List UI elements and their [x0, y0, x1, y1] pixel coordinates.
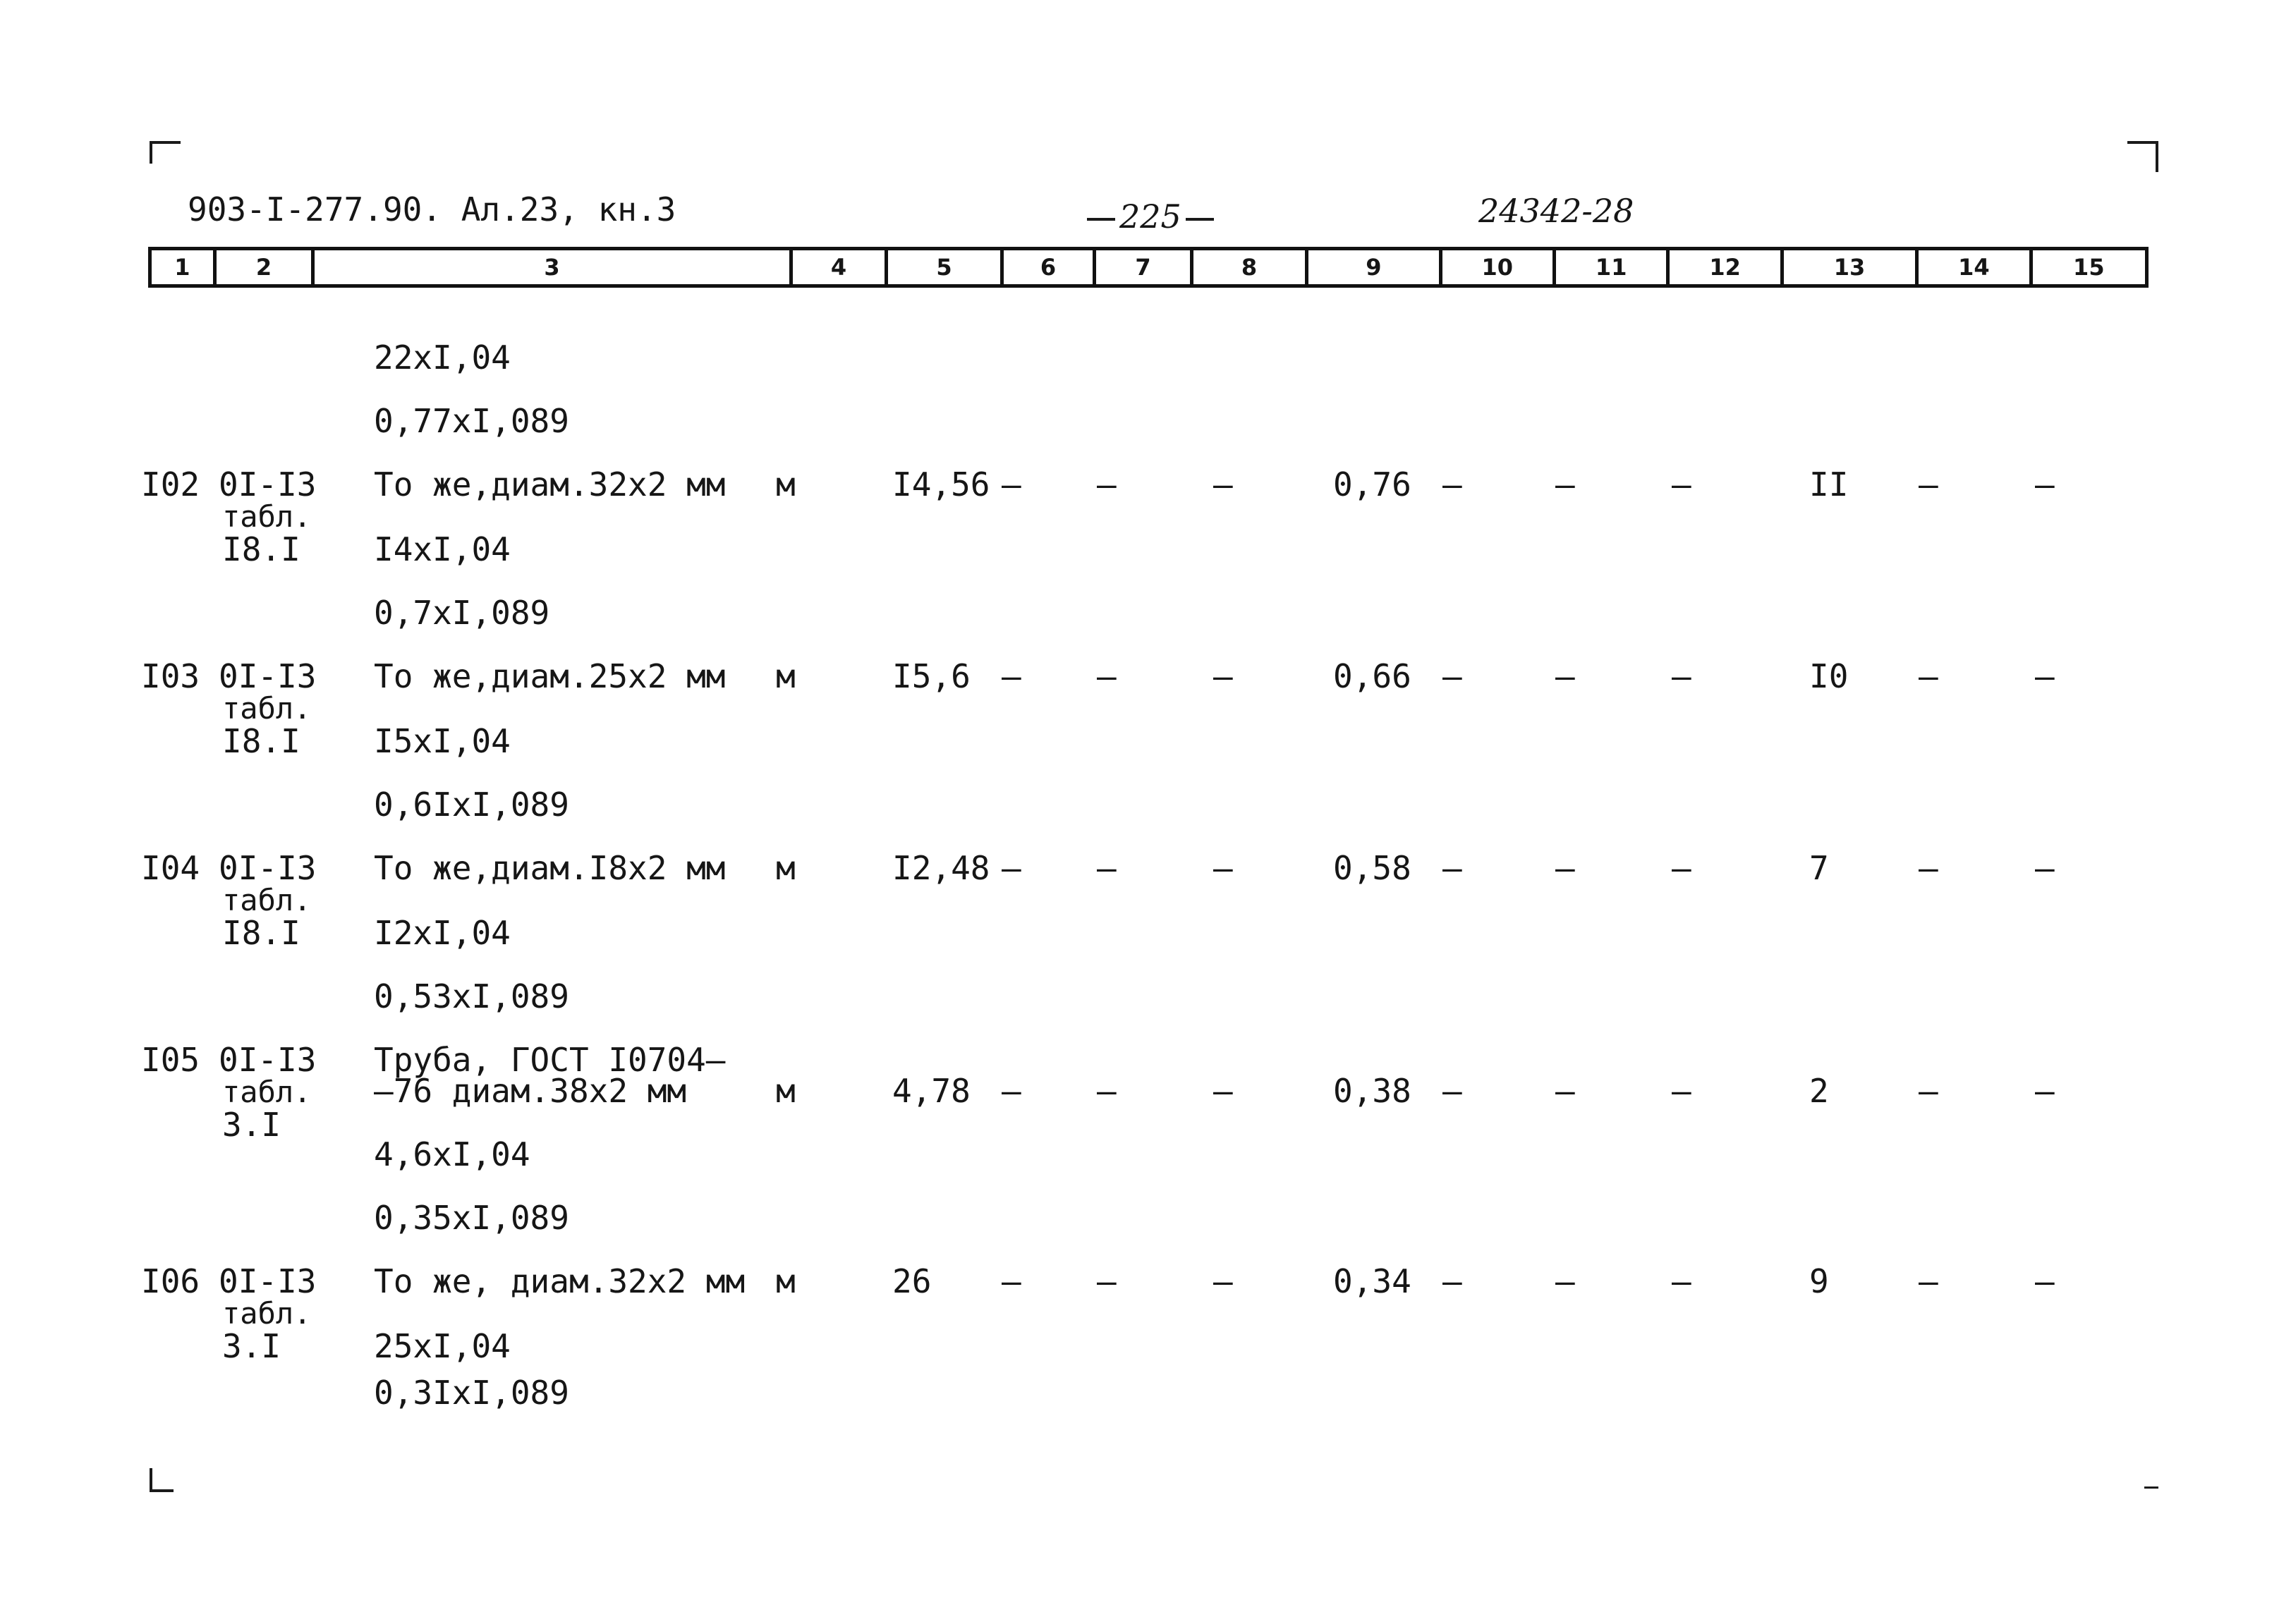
column-number: 2 — [217, 250, 315, 284]
corner-mark-top-right — [2127, 141, 2158, 172]
col13-value: 2 — [1809, 1072, 1829, 1110]
col6-value: – — [1002, 1072, 1021, 1110]
column-number: 14 — [1919, 250, 2032, 284]
formula-line: 0,77xI,089 — [374, 402, 569, 440]
col13-value: 7 — [1809, 849, 1829, 887]
corner-mark-bottom-left — [150, 1468, 174, 1492]
column-number: 6 — [1004, 250, 1097, 284]
item-number: I02 — [141, 465, 200, 503]
norm-table-label: табл. — [222, 1075, 312, 1109]
col15-value: – — [2035, 1262, 2055, 1300]
corner-mark-top-left — [150, 141, 181, 164]
column-number-strip — [148, 247, 2149, 288]
column-number: 13 — [1784, 250, 1919, 284]
corner-mark-bottom-right — [2144, 1472, 2158, 1489]
unit: м — [776, 1072, 796, 1110]
unit: м — [776, 1262, 796, 1300]
item-number: I06 — [141, 1262, 200, 1300]
formula-line: 0,35xI,089 — [374, 1199, 569, 1237]
col14-value: – — [1919, 849, 1938, 887]
col15-value: – — [2035, 849, 2055, 887]
col10-value: – — [1442, 1262, 1462, 1300]
col12-value: – — [1672, 1262, 1691, 1300]
formula-line: 0,6IxI,089 — [374, 786, 569, 824]
item-description: То же,диам.32x2 мм — [374, 465, 726, 503]
col13-value: 9 — [1809, 1262, 1829, 1300]
col14-value: – — [1919, 657, 1938, 695]
col12-value: – — [1672, 849, 1691, 887]
col6-value: – — [1002, 849, 1021, 887]
col6-value: – — [1002, 1262, 1021, 1300]
column-number: 3 — [315, 250, 793, 284]
col13-value: II — [1809, 465, 1849, 503]
norm-table-number: I8.I — [222, 914, 300, 952]
item-number: I04 — [141, 849, 200, 887]
item-description: То же, диам.32x2 мм — [374, 1262, 746, 1300]
quantity: I2,48 — [892, 849, 990, 887]
col9-value: 0,38 — [1333, 1072, 1411, 1110]
col12-value: – — [1672, 657, 1691, 695]
norm-table-number: 3.I — [222, 1106, 281, 1144]
page-number-value: 225 — [1119, 197, 1181, 236]
col7-value: – — [1097, 465, 1117, 503]
column-number: 4 — [793, 250, 889, 284]
col9-value: 0,58 — [1333, 849, 1411, 887]
norm-code: 0I-I3 — [219, 465, 317, 503]
quantity: 4,78 — [892, 1072, 971, 1110]
col11-value: – — [1555, 1072, 1575, 1110]
col7-value: – — [1097, 657, 1117, 695]
col12-value: – — [1672, 465, 1691, 503]
quantity: I4,56 — [892, 465, 990, 503]
item-number: I03 — [141, 657, 200, 695]
formula-line: 25xI,04 — [374, 1327, 511, 1365]
quantity: 26 — [892, 1262, 932, 1300]
document-reference: 903-I-277.90. Ал.23, кн.3 — [188, 190, 676, 228]
col11-value: – — [1555, 657, 1575, 695]
formula-line: 0,3IxI,089 — [374, 1374, 569, 1412]
col10-value: – — [1442, 465, 1462, 503]
formula-line: I5xI,04 — [374, 722, 511, 760]
norm-table-label: табл. — [222, 883, 312, 917]
col6-value: – — [1002, 657, 1021, 695]
col14-value: – — [1919, 465, 1938, 503]
unit: м — [776, 657, 796, 695]
col8-value: – — [1213, 1072, 1233, 1110]
col9-value: 0,34 — [1333, 1262, 1411, 1300]
col10-value: – — [1442, 1072, 1462, 1110]
col14-value: – — [1919, 1262, 1938, 1300]
col9-value: 0,76 — [1333, 465, 1411, 503]
norm-code: 0I-I3 — [219, 657, 317, 695]
col8-value: – — [1213, 849, 1233, 887]
formula-line: 0,7xI,089 — [374, 594, 550, 632]
col8-value: – — [1213, 465, 1233, 503]
col10-value: – — [1442, 657, 1462, 695]
col11-value: – — [1555, 849, 1575, 887]
col8-value: – — [1213, 657, 1233, 695]
formula-line: I2xI,04 — [374, 914, 511, 952]
col7-value: – — [1097, 1072, 1117, 1110]
column-number: 8 — [1193, 250, 1308, 284]
col11-value: – — [1555, 465, 1575, 503]
sheet-code: 24342-28 — [1478, 192, 1634, 230]
col10-value: – — [1442, 849, 1462, 887]
formula-line: 0,53xI,089 — [374, 977, 569, 1015]
col6-value: – — [1002, 465, 1021, 503]
column-number: 12 — [1670, 250, 1783, 284]
formula-line: I4xI,04 — [374, 530, 511, 568]
page-number — [1083, 197, 1218, 236]
column-number: 1 — [152, 250, 217, 284]
col15-value: – — [2035, 1072, 2055, 1110]
column-number: 5 — [888, 250, 1003, 284]
col7-value: – — [1097, 1262, 1117, 1300]
col9-value: 0,66 — [1333, 657, 1411, 695]
col15-value: – — [2035, 657, 2055, 695]
norm-code: 0I-I3 — [219, 1262, 317, 1300]
norm-code: 0I-I3 — [219, 849, 317, 887]
col14-value: – — [1919, 1072, 1938, 1110]
formula-line: 4,6xI,04 — [374, 1135, 530, 1173]
col15-value: – — [2035, 465, 2055, 503]
norm-table-number: I8.I — [222, 530, 300, 568]
column-number: 7 — [1096, 250, 1193, 284]
quantity: I5,6 — [892, 657, 971, 695]
col11-value: – — [1555, 1262, 1575, 1300]
item-description: То же,диам.25x2 мм — [374, 657, 726, 695]
column-number: 10 — [1442, 250, 1556, 284]
col7-value: – — [1097, 849, 1117, 887]
norm-table-number: 3.I — [222, 1327, 281, 1365]
col12-value: – — [1672, 1072, 1691, 1110]
norm-code: 0I-I3 — [219, 1041, 317, 1079]
unit: м — [776, 465, 796, 503]
item-description: То же,диам.I8x2 мм — [374, 849, 726, 887]
col8-value: – — [1213, 1262, 1233, 1300]
norm-table-label: табл. — [222, 499, 312, 534]
column-number: 15 — [2073, 254, 2105, 281]
formula-line: 22xI,04 — [374, 338, 511, 377]
item-number: I05 — [141, 1041, 200, 1079]
norm-table-label: табл. — [222, 1296, 312, 1331]
item-description-continued: –76 диам.38x2 мм — [374, 1072, 687, 1110]
unit: м — [776, 849, 796, 887]
norm-table-label: табл. — [222, 691, 312, 726]
column-number: 11 — [1556, 250, 1670, 284]
col13-value: I0 — [1809, 657, 1849, 695]
item-description: Труба, ГОСТ I0704– — [374, 1041, 726, 1079]
norm-table-number: I8.I — [222, 722, 300, 760]
column-number: 9 — [1308, 250, 1442, 284]
